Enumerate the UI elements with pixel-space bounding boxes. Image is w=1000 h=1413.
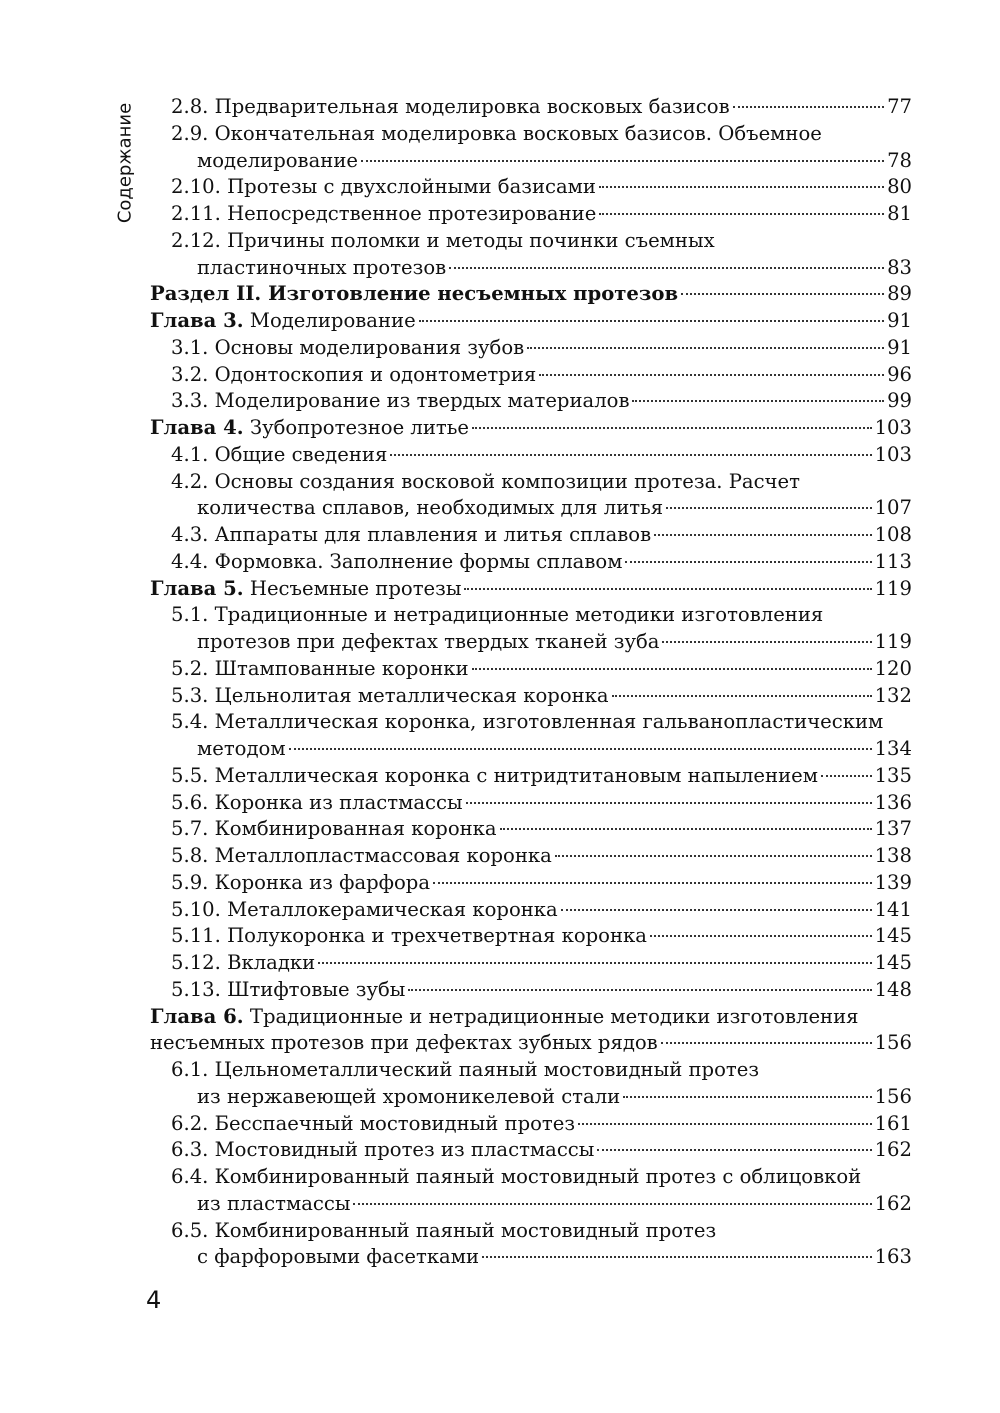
running-header (104, 100, 146, 225)
toc-page-number: 80 (887, 175, 912, 199)
toc-entry-label: 6.2. Бесспаечный мостовидный протез (171, 1111, 576, 1135)
toc-page-number: 162 (874, 1191, 912, 1215)
toc-entry (150, 923, 912, 950)
toc-entry-continuation-label: из пластмассы (197, 1191, 351, 1215)
toc-entry (150, 174, 912, 201)
toc-entry (150, 415, 912, 442)
toc-entry-title (171, 1057, 759, 1084)
toc-entry (150, 469, 912, 496)
toc-entry-continuation (150, 1191, 912, 1218)
toc-page-number: 145 (874, 924, 912, 948)
dot-leader (661, 1042, 872, 1044)
dot-leader (408, 989, 871, 991)
toc-page-number: 141 (874, 897, 912, 921)
toc-entry-title (171, 683, 609, 710)
toc-entry-title (150, 281, 678, 308)
dot-leader (612, 695, 872, 697)
toc-entry (150, 281, 912, 308)
toc-entry (150, 816, 912, 843)
toc-entry-continuation (150, 736, 912, 763)
toc-entry (150, 94, 912, 121)
toc-entry (150, 522, 912, 549)
toc-entry-title (171, 522, 651, 549)
dot-leader (578, 1123, 872, 1125)
toc-entry-title (171, 763, 818, 790)
toc-entry (150, 843, 912, 870)
toc-entry-title (171, 977, 405, 1004)
toc-entry-label: 5.7. Комбинированная коронка (171, 817, 497, 841)
toc-entry-title (171, 950, 315, 977)
toc-entry (150, 897, 912, 924)
toc-page-number: 163 (874, 1245, 912, 1269)
toc-entry (150, 362, 912, 389)
toc-page-number: 96 (887, 362, 912, 386)
toc-entry-title (171, 1111, 575, 1138)
toc-page-number: 81 (887, 202, 912, 225)
toc-page-number: 103 (874, 416, 912, 439)
dot-leader (599, 186, 884, 188)
toc-page-number: 137 (874, 817, 912, 841)
toc-page-number: 107 (874, 496, 912, 520)
toc-chapter-label: Глава 4. (150, 416, 244, 439)
dot-leader (623, 1096, 871, 1098)
toc-entry-label: 5.5. Металлическая коронка с нитридтитановым напылением (171, 763, 818, 787)
toc-entry-title (150, 308, 416, 335)
toc-entry-label: 5.11. Полукоронка и трехчетвертная коронка (171, 924, 647, 948)
dot-leader (539, 374, 884, 376)
toc-entry-title (150, 1004, 859, 1031)
dot-leader (318, 962, 871, 964)
toc-entry (150, 388, 912, 415)
toc-entry (150, 576, 912, 603)
toc-entry-label: 4.4. Формовка. Заполнение формы сплавом (171, 549, 623, 573)
toc-entry-continuation-label: из нержавеющей хромоникелевой стали (197, 1084, 621, 1108)
toc-entry-continuation (150, 255, 912, 282)
toc-page-number: 148 (874, 977, 912, 1001)
dot-leader (527, 347, 884, 349)
toc-entry-label: 5.3. Цельнолитая металлическая коронка (171, 683, 609, 707)
running-header-text: Содержание (114, 102, 136, 223)
toc-entry-title (171, 1218, 716, 1245)
toc-page-number: 108 (874, 523, 912, 546)
toc-entry-label: 5.12. Вкладки (171, 951, 316, 974)
toc-entry-label: 5.8. Металлопластмассовая коронка (171, 844, 552, 867)
toc-entry (150, 790, 912, 817)
toc-entry-label: 5.1. Традиционные и нетрадиционные методики изготовления (171, 603, 824, 627)
toc-entry-title (171, 897, 558, 924)
toc-entry-label: 3.2. Одонтоскопия и одонтометрия (171, 362, 537, 386)
toc-page-number: 99 (887, 389, 912, 413)
dot-leader (472, 427, 872, 429)
toc-entry-continuation-label: методом (197, 737, 286, 760)
toc-entry-title (171, 201, 596, 228)
toc-entry-title (171, 94, 730, 121)
toc-entry (150, 1164, 912, 1191)
toc-entry-label: 5.10. Металлокерамическая коронка (171, 897, 558, 921)
toc-entry-label: 6.1. Цельнометаллический паяный мостовидный протез (171, 1058, 760, 1081)
toc-entry-label: 2.9. Окончательная моделировка восковых базисов. Объемное (171, 121, 822, 145)
toc-entry-title (171, 790, 463, 817)
toc-chapter-label: Глава 3. (150, 309, 244, 332)
toc-entry-label: Несъемные протезы (249, 576, 462, 600)
toc-page-number: 119 (874, 630, 912, 653)
toc-page-number: 145 (874, 951, 912, 974)
dot-leader (464, 588, 871, 590)
toc-page-number: 156 (874, 1084, 912, 1108)
toc-entry-title (171, 1164, 861, 1191)
toc-entry-label: 4.2. Основы создания восковой композиции протеза. Расчет (171, 469, 800, 493)
toc-entry (150, 656, 912, 683)
toc-entry (150, 870, 912, 897)
toc-page-number: 161 (874, 1111, 912, 1135)
toc-entry-label: Традиционные и нетрадиционные методики изготовления (249, 1004, 859, 1028)
toc-entry-label: 3.3. Моделирование из твердых материалов (171, 389, 630, 413)
toc-entry-label: 2.11. Непосредственное протезирование (171, 202, 597, 225)
dot-leader (390, 454, 871, 456)
toc-entry-title (171, 174, 596, 201)
dot-leader (625, 561, 871, 563)
toc-entry-title (171, 228, 715, 255)
toc-entry-title (171, 469, 800, 496)
toc-entry-title (150, 576, 461, 603)
toc-page-number: 77 (887, 95, 912, 118)
toc-entry-title (171, 549, 622, 576)
toc-entry (150, 709, 912, 736)
dot-leader (821, 775, 872, 777)
dot-leader (666, 507, 871, 509)
dot-leader (289, 748, 872, 750)
toc-entry-label: 5.4. Металлическая коронка, изготовленная гальванопластическим (171, 710, 884, 734)
toc-entry-title (171, 602, 823, 629)
toc-entry (150, 201, 912, 228)
toc-entry (150, 308, 912, 335)
toc-entry (150, 228, 912, 255)
toc-entry-label: 6.4. Комбинированный паяный мостовидный протез с облицовкой (171, 1165, 862, 1188)
toc-entry-continuation-label: протезов при дефектах твердых тканей зуба (197, 630, 660, 653)
toc-entry-continuation (150, 1244, 912, 1271)
dot-leader (662, 641, 871, 643)
toc-entry-continuation (150, 148, 912, 175)
toc-entry-label: 4.1. Общие сведения (171, 442, 388, 466)
dot-leader (482, 1256, 872, 1258)
toc-entry (150, 549, 912, 576)
toc-entry (150, 1218, 912, 1245)
dot-leader (361, 160, 884, 162)
toc-page-number: 156 (874, 1031, 912, 1055)
toc-entry-title (171, 656, 469, 683)
toc-page-number: 91 (887, 309, 912, 332)
toc-entry-title (171, 709, 883, 736)
toc-entry-label: 6.5. Комбинированный паяный мостовидный протез (171, 1218, 717, 1242)
dot-leader (449, 267, 884, 269)
toc-page-number: 132 (874, 683, 912, 707)
toc-entry-title (171, 335, 524, 362)
toc-entry (150, 683, 912, 710)
toc-entry (150, 335, 912, 362)
toc-page-number: 162 (874, 1138, 912, 1162)
toc-entry-title (171, 843, 552, 870)
toc-entry-label: 4.3. Аппараты для плавления и литья сплавов (171, 523, 652, 546)
dot-leader (555, 855, 872, 857)
toc-page-number: 89 (887, 282, 912, 306)
toc-page-number: 134 (874, 737, 912, 760)
toc-page-number: 139 (874, 870, 912, 894)
toc-entry-title (150, 415, 469, 442)
toc-entry-title (171, 442, 387, 469)
toc-entry-label: Зубопротезное литье (249, 416, 470, 439)
toc-entry-continuation-label: с фарфоровыми фасетками (197, 1245, 480, 1269)
toc-entry (150, 1137, 912, 1164)
toc-entry-title (171, 923, 647, 950)
toc-entry (150, 1004, 912, 1031)
dot-leader (650, 935, 872, 937)
toc-page-number: 83 (887, 255, 912, 279)
toc-page-number: 120 (874, 656, 912, 680)
page-number: 4 (146, 1286, 162, 1314)
toc-chapter-label: Глава 5. (150, 576, 244, 600)
toc-entry-label: 5.13. Штифтовые зубы (171, 977, 406, 1001)
dot-leader (500, 828, 872, 830)
dot-leader (681, 293, 884, 295)
toc-page-number: 78 (887, 148, 912, 172)
toc-page-number: 138 (874, 844, 912, 867)
toc-page-number: 103 (874, 442, 912, 466)
toc-entry (150, 950, 912, 977)
toc-page-number: 113 (874, 549, 912, 573)
toc-entry-title (171, 362, 536, 389)
toc-entry-continuation (150, 1030, 912, 1057)
toc-page-number: 136 (874, 790, 912, 814)
toc-entry (150, 442, 912, 469)
dot-leader (433, 882, 872, 884)
dot-leader (597, 1149, 871, 1151)
toc-entry-continuation (150, 629, 912, 656)
toc-entry-continuation-label: несъемных протезов при дефектах зубных рядов (150, 1031, 658, 1055)
toc-entry-label: 2.8. Предварительная моделировка восковых базисов (171, 95, 730, 118)
dot-leader (733, 106, 884, 108)
toc-chapter-label: Глава 6. (150, 1004, 244, 1028)
toc-entry-label: Раздел II. Изготовление несъемных протезов (150, 282, 679, 306)
toc-entry (150, 1111, 912, 1138)
dot-leader (632, 400, 884, 402)
toc-entry (150, 602, 912, 629)
toc-entry (150, 1057, 912, 1084)
dot-leader (472, 668, 872, 670)
toc-entry-title (171, 1137, 594, 1164)
toc-entry-title (171, 388, 629, 415)
toc-entry (150, 763, 912, 790)
toc-page-number: 91 (887, 335, 912, 359)
toc-entry-continuation-label: пластиночных протезов (197, 255, 447, 279)
toc-entry-continuation-label: моделирование (197, 148, 358, 172)
toc-entry-continuation (150, 495, 912, 522)
toc-page-number: 135 (874, 763, 912, 787)
toc-entry-label: 5.2. Штампованные коронки (171, 656, 469, 680)
dot-leader (466, 802, 872, 804)
toc-entry-continuation (150, 1084, 912, 1111)
toc-entry (150, 977, 912, 1004)
toc-entry-label: 2.12. Причины поломки и методы починки съемных (171, 228, 715, 252)
toc-entry-label: 6.3. Мостовидный протез из пластмассы (171, 1138, 595, 1162)
dot-leader (353, 1203, 871, 1205)
toc-entry-label: 2.10. Протезы с двухслойными базисами (171, 175, 596, 199)
dot-leader (599, 213, 884, 215)
dot-leader (419, 320, 884, 322)
toc-page-number: 119 (874, 576, 912, 600)
table-of-contents (150, 94, 912, 1271)
toc-entry-title (171, 121, 822, 148)
toc-entry-label: Моделирование (249, 309, 416, 332)
toc-entry-continuation-label: количества сплавов, необходимых для литья (197, 496, 664, 520)
toc-entry-label: 5.6. Коронка из пластмассы (171, 790, 463, 814)
toc-entry-label: 5.9. Коронка из фарфора (171, 870, 431, 894)
toc-entry (150, 121, 912, 148)
toc-entry-label: 3.1. Основы моделирования зубов (171, 335, 525, 359)
dot-leader (654, 534, 871, 536)
toc-entry-title (171, 870, 430, 897)
dot-leader (561, 909, 872, 911)
toc-entry-title (171, 816, 497, 843)
